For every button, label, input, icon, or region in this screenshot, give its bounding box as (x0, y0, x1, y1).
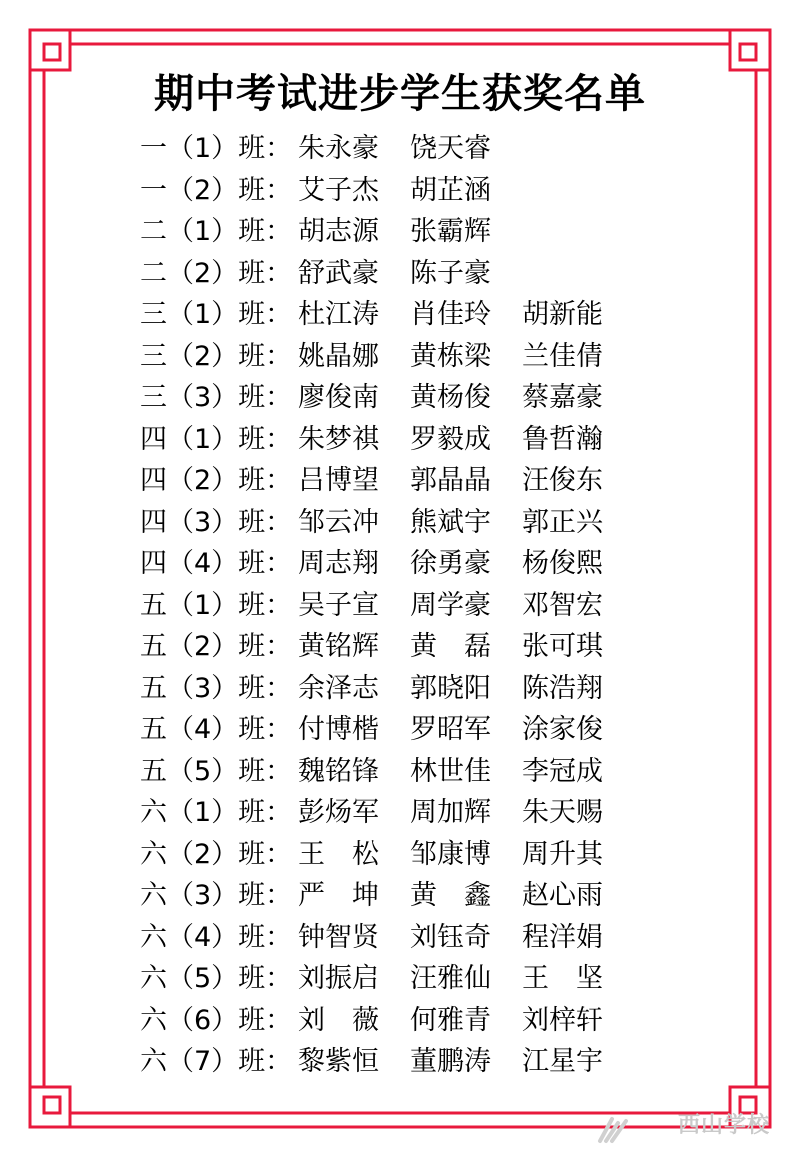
student-name: 陈浩翔 (522, 672, 603, 704)
student-name: 廖俊南 (298, 382, 379, 413)
class-label: 五（2）班： (140, 631, 293, 662)
class-label: 四（2）班： (140, 465, 293, 496)
class-label: 四（4）班： (140, 548, 293, 579)
class-label: 五（5）班： (140, 755, 293, 787)
watermark-logo-icon (596, 1115, 630, 1145)
student-name: 张霸辉 (410, 216, 491, 247)
class-label: 三（1）班： (140, 299, 293, 330)
student-name: 刘振启 (298, 963, 379, 994)
student-name: 肖佳玲 (410, 299, 491, 330)
student-name: 魏铭锋 (298, 755, 379, 787)
student-name: 钟智贤 (298, 921, 379, 953)
class-label: 四（3）班： (140, 506, 293, 538)
student-name: 周志翔 (298, 548, 379, 579)
student-name: 汪雅仙 (410, 963, 491, 994)
class-label: 六（1）班： (140, 797, 293, 828)
student-name: 胡芷涵 (410, 174, 491, 206)
student-name: 饶天睿 (410, 133, 491, 164)
student-name: 黄铭辉 (298, 631, 379, 662)
student-name: 刘钰奇 (410, 921, 491, 953)
student-name: 汪俊东 (522, 465, 603, 496)
student-name: 黄杨俊 (410, 382, 491, 413)
class-label: 六（3）班： (140, 880, 293, 911)
student-name: 周加辉 (410, 797, 491, 828)
student-name: 姚晶娜 (298, 340, 379, 372)
student-name: 胡志源 (298, 216, 379, 247)
page-title: 期中考试进步学生获奖名单 (154, 71, 646, 117)
student-name: 邹康博 (410, 838, 491, 870)
student-name: 郭晓阳 (410, 672, 491, 704)
student-name: 江星宇 (522, 1046, 603, 1077)
student-name: 鲁哲瀚 (522, 423, 603, 455)
student-name: 黄 鑫 (410, 880, 491, 911)
class-label: 二（1）班： (140, 216, 293, 247)
student-name: 兰佳倩 (522, 340, 603, 372)
class-label: 五（4）班： (140, 714, 293, 745)
student-name: 黄栋梁 (410, 340, 491, 372)
student-name: 程洋娟 (522, 921, 603, 953)
student-name: 舒武豪 (298, 257, 379, 289)
class-label: 三（3）班： (140, 382, 293, 413)
student-name: 熊斌宇 (410, 506, 491, 538)
student-name: 徐勇豪 (410, 548, 491, 579)
student-name: 赵心雨 (522, 880, 603, 911)
student-name: 刘 薇 (298, 1004, 379, 1036)
student-name: 杜江涛 (298, 299, 379, 330)
student-name: 朱梦祺 (298, 423, 379, 455)
student-name: 付博楷 (298, 714, 379, 745)
student-name: 郭正兴 (522, 506, 603, 538)
student-name: 黄 磊 (410, 631, 491, 662)
class-label: 五（3）班： (140, 672, 293, 704)
student-name: 林世佳 (410, 755, 491, 787)
student-name: 彭炀军 (298, 797, 379, 828)
student-name: 黎紫恒 (298, 1046, 379, 1077)
student-name: 董鹏涛 (410, 1046, 491, 1077)
student-name: 蔡嘉豪 (522, 382, 603, 413)
class-label: 四（1）班： (140, 423, 293, 455)
class-label: 一（1）班： (140, 133, 293, 164)
student-name: 周学豪 (410, 589, 491, 621)
student-name: 郭晶晶 (410, 465, 491, 496)
student-name: 罗昭军 (410, 714, 491, 745)
class-label: 六（5）班： (140, 963, 293, 994)
class-label: 五（1）班： (140, 589, 293, 621)
student-name: 吴子宣 (298, 589, 379, 621)
student-name: 王 松 (298, 838, 379, 870)
watermark-text: 西山学校 (677, 1113, 770, 1138)
class-label: 二（2）班： (140, 257, 293, 289)
class-label: 六（6）班： (140, 1004, 293, 1036)
corner-ornament-bottom-left (30, 1062, 95, 1127)
class-label: 六（2）班： (140, 838, 293, 870)
class-label: 一（2）班： (140, 174, 293, 206)
student-name: 邓智宏 (522, 589, 603, 621)
student-name: 周升其 (522, 838, 603, 870)
student-name: 邹云冲 (298, 506, 379, 538)
student-name: 王 坚 (522, 963, 603, 994)
student-name: 吕博望 (298, 465, 379, 496)
student-name: 涂家俊 (522, 714, 603, 745)
student-name: 艾子杰 (298, 174, 379, 206)
student-name: 余泽志 (298, 672, 379, 704)
student-name: 张可琪 (522, 631, 603, 662)
student-name: 李冠成 (522, 755, 603, 787)
student-name: 严 坤 (298, 880, 379, 911)
student-name: 何雅青 (410, 1004, 491, 1036)
student-name: 刘梓轩 (522, 1004, 603, 1036)
student-name: 朱永豪 (298, 133, 379, 164)
student-name: 杨俊熙 (522, 548, 603, 579)
student-name: 陈子豪 (410, 257, 491, 289)
class-label: 六（7）班： (140, 1046, 293, 1077)
student-name: 胡新能 (522, 299, 603, 330)
class-label: 六（4）班： (140, 921, 293, 953)
student-name: 罗毅成 (410, 423, 491, 455)
student-name: 朱天赐 (522, 797, 603, 828)
class-label: 三（2）班： (140, 340, 293, 372)
